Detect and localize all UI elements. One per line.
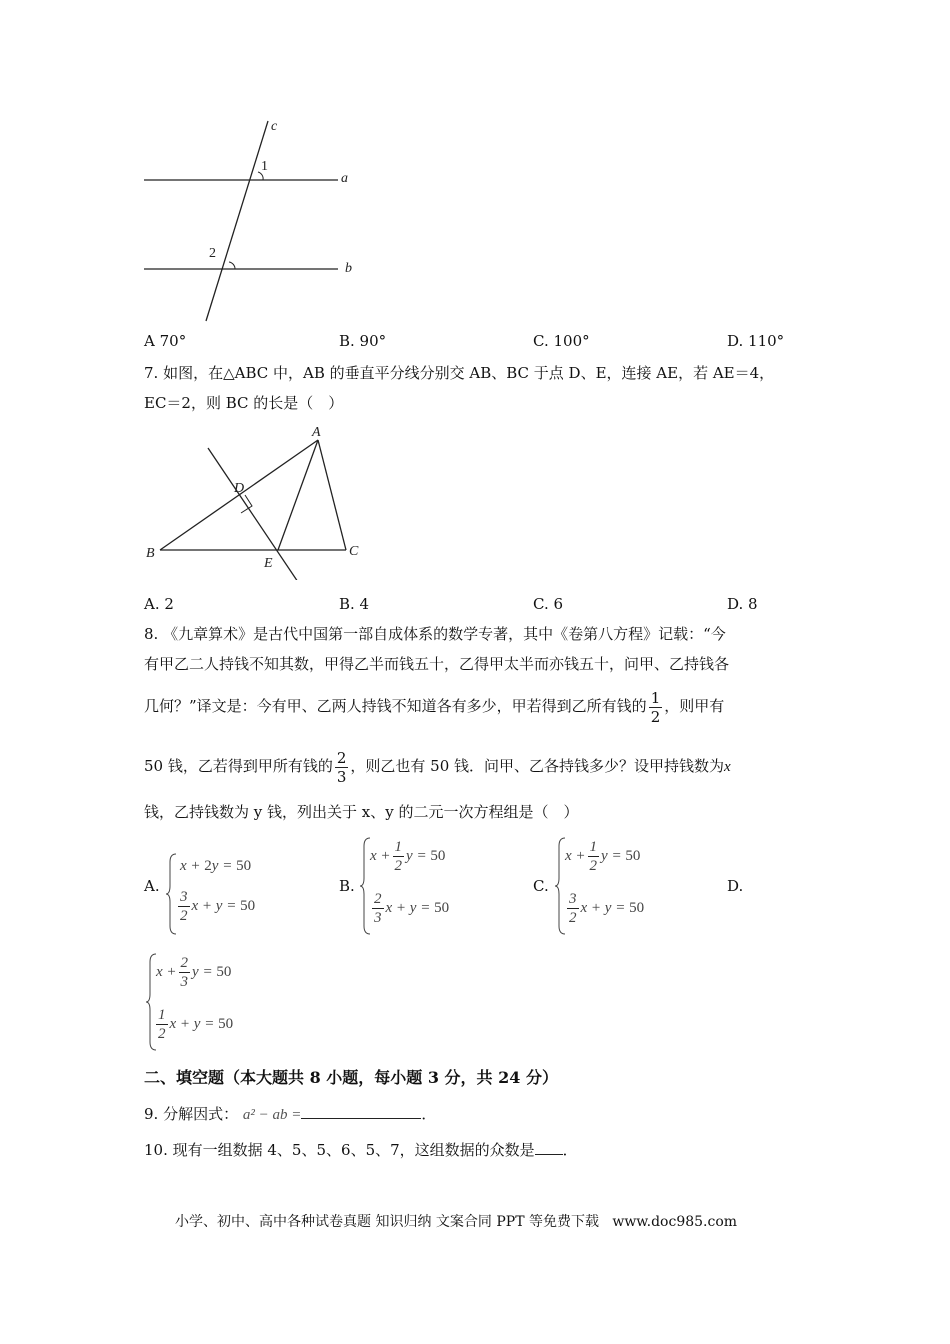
q7-figure — [140, 420, 380, 580]
frac-num: 1 — [650, 688, 661, 707]
q8-line3-text: 几何？”译文是：今有甲、乙两人持钱不知道各有多少，甲若得到乙所有钱的 — [144, 697, 647, 715]
label-a: a — [341, 171, 348, 186]
label-B: B — [146, 546, 155, 561]
label-D: D — [234, 481, 245, 496]
frac-den: 2 — [650, 707, 661, 726]
footer-url[interactable]: www.doc985.com — [612, 1214, 738, 1230]
q7-text-line1: 7. 如图，在△ABC 中，AB 的垂直平分线分别交 AB、BC 于点 D、E，连接 AE，若 AE＝4， — [144, 364, 775, 382]
q8-text-line3 — [144, 686, 724, 726]
q6-option-d: D. 110° — [727, 332, 785, 350]
angle-2-arc — [229, 262, 235, 269]
equation-1: x + $\frac{1}{2}$ y = 50 — [370, 839, 446, 874]
q10-answer-blank[interactable] — [535, 1154, 563, 1155]
q8-text-line2: 有甲乙二人持钱不知其数，甲得乙半而钱五十，乙得甲太半而亦钱五十，问甲、乙持钱各 — [144, 655, 730, 673]
frac-den: 3 — [336, 767, 347, 786]
q7-option-d: D. 8 — [727, 595, 758, 613]
equation-2: $\frac{2}{3}$ x + y = 50 — [374, 891, 450, 926]
frac-num: 2 — [336, 748, 347, 767]
rhs: 50 — [430, 847, 446, 864]
rhs: 50 — [216, 963, 232, 980]
q10-suffix: ． — [562, 1141, 578, 1159]
q8-option-b-label: B. — [339, 877, 355, 895]
footer — [175, 1212, 737, 1232]
label-angle-2: 2 — [209, 246, 216, 261]
q8-line3-tail: ，则甲有 — [664, 697, 725, 715]
equation-1: x + $\frac{1}{2}$ y = 50 — [565, 839, 641, 874]
q9-line — [144, 1104, 436, 1125]
equation-1: x + 2y = 50 — [180, 858, 252, 874]
segment-ac — [318, 440, 346, 550]
q8-text-line1: 8. 《九章算术》是古代中国第一部自成体系的数学专著，其中《卷第八方程》记载：“今 — [144, 625, 726, 643]
q8-option-b-system — [360, 836, 480, 936]
label-E: E — [264, 556, 273, 571]
label-A: A — [312, 425, 321, 440]
equation-2: $\frac{3}{2}$ x + y = 50 — [569, 891, 645, 926]
q6-figure — [140, 115, 370, 330]
q10-text: 10. 现有一组数据 4、5、5、6、5、7，这组数据的众数是 — [144, 1141, 535, 1159]
q7-text-line2: EC＝2，则 BC 的长是（ ） — [144, 394, 344, 412]
segment-ae — [278, 440, 318, 550]
equation-2: $\frac{1}{2}$ x + y = 50 — [158, 1007, 234, 1042]
q9-answer-blank[interactable] — [301, 1118, 421, 1119]
q8-option-d-system — [146, 952, 266, 1052]
q8-option-a-label: A. — [144, 877, 160, 895]
rhs: 50 — [240, 897, 256, 914]
q7-option-a: A. 2 — [144, 595, 174, 613]
q8-var-x: x — [724, 759, 731, 775]
rhs: 50 — [434, 899, 450, 916]
q10-line — [144, 1140, 578, 1160]
rhs: 50 — [625, 847, 641, 864]
section-2-heading: 二、填空题（本大题共 8 小题，每小题 3 分，共 24 分） — [144, 1068, 558, 1087]
q7-option-b: B. 4 — [339, 595, 370, 613]
q7-option-c: C. 6 — [533, 595, 564, 613]
equation-2: $\frac{3}{2}$ x + y = 50 — [180, 889, 256, 924]
q6-option-c: C. 100° — [533, 332, 590, 350]
q8-option-c-system — [555, 836, 675, 936]
q9-prefix: 9. 分解因式： — [144, 1105, 239, 1123]
label-C: C — [349, 544, 359, 559]
q6-option-b: B. 90° — [339, 332, 387, 350]
label-b: b — [345, 261, 352, 276]
fraction-two-thirds — [335, 749, 349, 786]
q6-option-a: A 70° — [144, 332, 187, 350]
rhs: 50 — [629, 899, 645, 916]
q8-text-line5: 钱，乙持钱数为 y 钱，列出关于 x、y 的二元一次方程组是（ ） — [144, 803, 579, 821]
q8-line4-tail: ，则乙也有 50 钱．问甲、乙各持钱多少？设甲持钱数为 — [350, 757, 725, 775]
q9-expression: a² − ab = — [242, 1107, 302, 1123]
fraction-one-half — [649, 689, 663, 726]
line-c — [206, 121, 268, 321]
perpendicular-bisector — [208, 448, 300, 580]
q8-line4-text: 50 钱，乙若得到甲所有钱的 — [144, 757, 333, 775]
label-c: c — [271, 119, 278, 134]
rhs: 50 — [236, 858, 252, 874]
q8-text-line4 — [144, 746, 731, 787]
footer-text: 小学、初中、高中各种试卷真题 知识归纳 文案合同 PPT 等免费下载 — [175, 1214, 599, 1230]
q9-suffix: ． — [421, 1105, 437, 1123]
q8-option-c-label: C. — [533, 877, 549, 895]
equation-1: x + $\frac{2}{3}$ y = 50 — [156, 955, 232, 990]
q8-option-a-system — [166, 852, 286, 936]
label-angle-1: 1 — [261, 159, 268, 174]
q8-option-d-label: D. — [727, 877, 744, 895]
rhs: 50 — [218, 1015, 234, 1032]
